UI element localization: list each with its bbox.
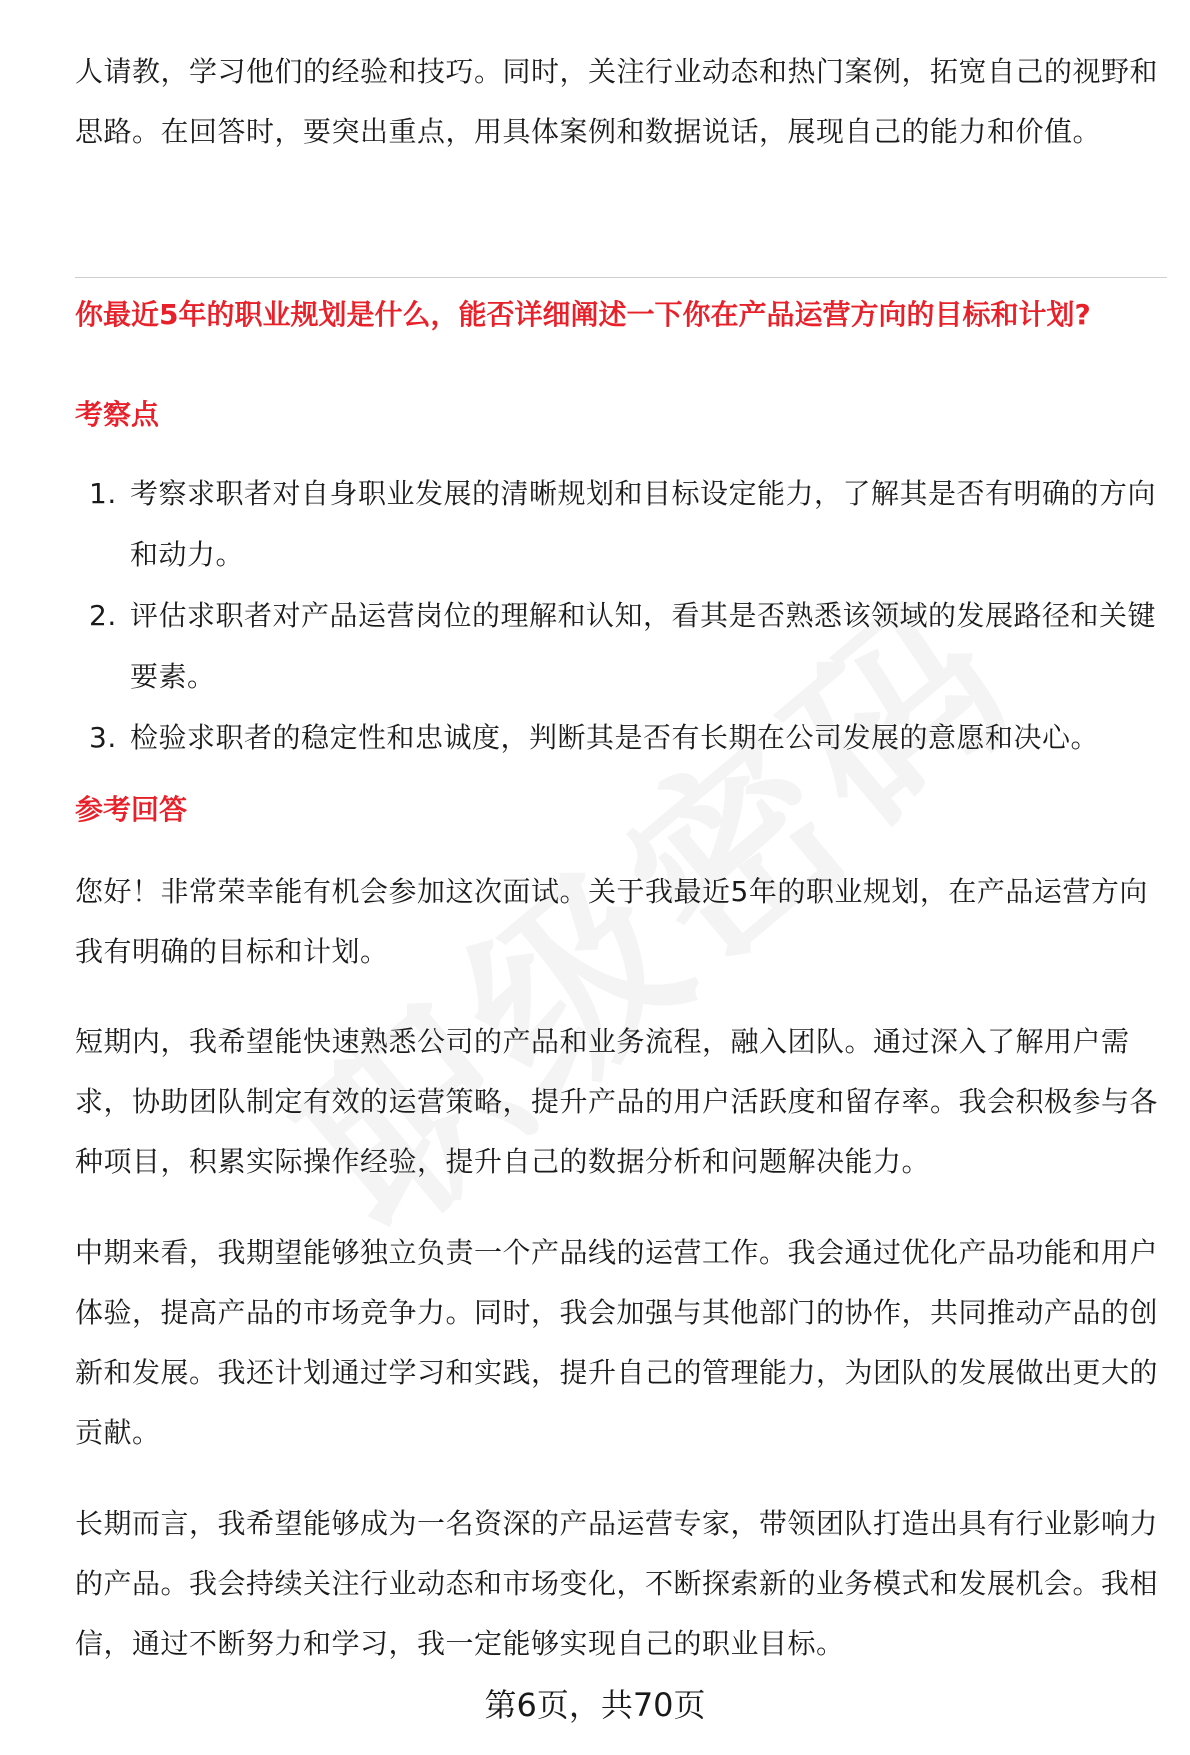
intro-paragraph: 人请教，学习他们的经验和技巧。同时，关注行业动态和热门案例，拓宽自己的视野和思路。在回答时，要突出重点，用具体案例和数据说话，展现自己的能力和价值。 [75,55,1159,148]
list-item-text: 检验求职者的稳定性和忠诚度，判断其是否有长期在公司发展的意愿和决心。 [130,721,1100,754]
assessment-label: 考察点 [75,398,160,431]
assessment-points-list [75,463,1167,768]
answer-paragraph-short-term: 短期内，我希望能快速熟悉公司的产品和业务流程，融入团队。通过深入了解用户需求，协助团队制定有效的运营策略，提升产品的用户活跃度和留存率。我会积极参与各种项目，积累实际操作经验，提升自己的数据分析和问题解决能力。 [75,1025,1159,1178]
list-item [75,463,1167,585]
section-divider [75,277,1167,278]
answer-paragraph-long-term: 长期而言，我希望能够成为一名资深的产品运营专家，带领团队打造出具有行业影响力的产品。我会持续关注行业动态和市场变化，不断探索新的业务模式和发展机会。我相信，通过不断努力和学习，我一定能够实现自己的职业目标。 [75,1507,1159,1660]
list-number: 1. [89,477,117,510]
reference-answer-label: 参考回答 [75,793,188,826]
list-item [75,707,1167,768]
page-number: 第6页，共70页 [484,1686,706,1724]
list-item-text: 考察求职者对自身职业发展的清晰规划和目标设定能力，了解其是否有明确的方向和动力。 [130,477,1157,571]
interview-question: 你最近5年的职业规划是什么，能否详细阐述一下你在产品运营方向的目标和计划? [75,298,1091,331]
list-number: 2. [89,599,117,632]
list-item-text: 评估求职者对产品运营岗位的理解和认知，看其是否熟悉该领域的发展路径和关键要素。 [130,599,1157,693]
list-item [75,585,1167,707]
list-number: 3. [89,721,117,754]
answer-paragraph-greeting: 您好！非常荣幸能有机会参加这次面试。关于我最近5年的职业规划，在产品运营方向我有明确的目标和计划。 [75,875,1148,968]
answer-paragraph-mid-term: 中期来看，我期望能够独立负责一个产品线的运营工作。我会通过优化产品功能和用户体验，提高产品的市场竞争力。同时，我会加强与其他部门的协作，共同推动产品的创新和发展。我还计划通过学习和实践，提升自己的管理能力，为团队的发展做出更大的贡献。 [75,1236,1159,1449]
